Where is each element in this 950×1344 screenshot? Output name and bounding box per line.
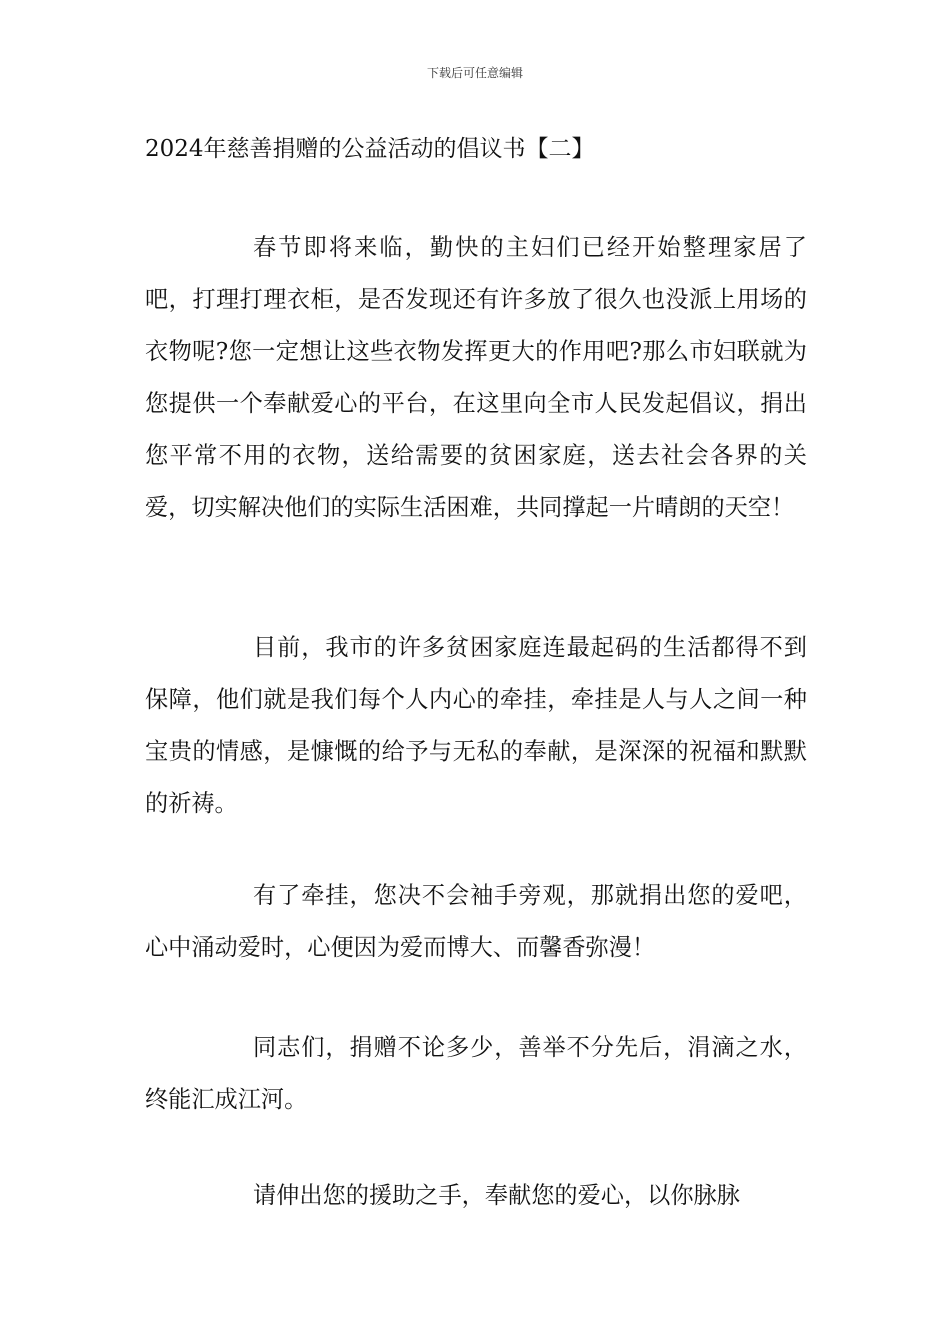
paragraph-1: 春节即将来临，勤快的主妇们已经开始整理家居了吧，打理打理衣柜，是否发现还有许多放了很久也没派上用场的衣物呢?您一定想让这些衣物发挥更大的作用吧?那么市妇联就为您提供一个奉献爱心的平台，在这里向全市人民发起倡议，捐出您平常不用的衣物，送给需要的贫困家庭，送去社会各界的关爱，切实解决他们的实际生活困难，共同撑起一片晴朗的天空！ (145, 234, 807, 521)
paragraph-2: 目前，我市的许多贫困家庭连最起码的生活都得不到保障，他们就是我们每个人内心的牵挂，牵挂是人与人之间一种宝贵的情感，是慷慨的给予与无私的奉献，是深深的祝福和默默的祈祷。 (145, 634, 807, 817)
document-title: 2024年慈善捐赠的公益活动的倡议书【二】 (145, 136, 595, 162)
paragraph-5: 请伸出您的援助之手，奉献您的爱心，以你脉脉 (253, 1182, 740, 1209)
header-note: 下载后可任意编辑 (426, 66, 523, 80)
paragraph-3: 有了牵挂，您决不会袖手旁观，那就捐出您的爱吧，心中涌动爱时，心便因为爱而博大、而馨香弥漫！ (145, 882, 807, 961)
paragraph-4: 同志们，捐赠不论多少，善举不分先后，涓滴之水，终能汇成江河。 (145, 1034, 807, 1113)
